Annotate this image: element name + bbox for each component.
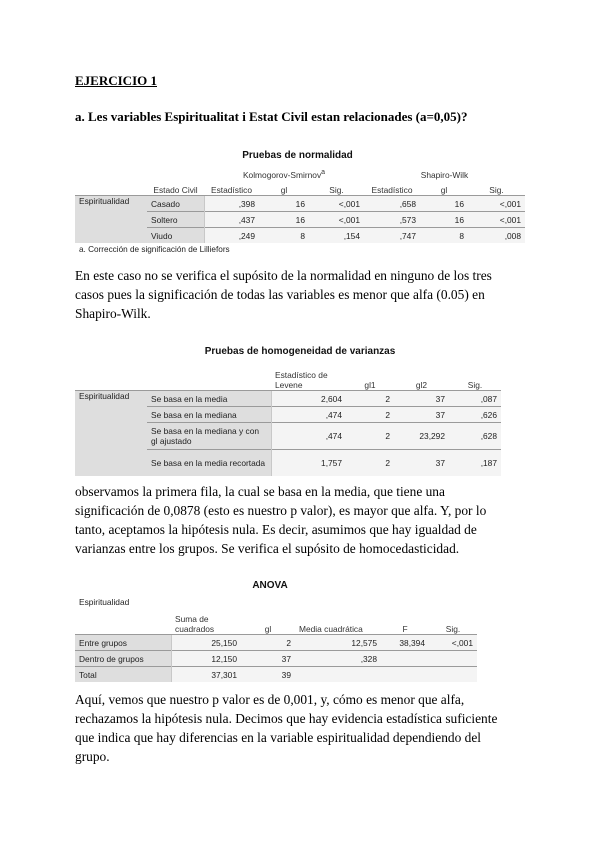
table-row (75, 667, 477, 683)
col-header: Estadístico (211, 185, 252, 195)
cell (429, 667, 477, 683)
row-label: Se basa en la media (147, 391, 271, 407)
paragraph-line: casos pues la significación de todas las variables es menor que alfa (0.05) en (75, 287, 485, 302)
paragraph-line: En este caso no se verifica el supósito de la normalidad en ninguno de los tres (75, 268, 492, 283)
cell: ,474 (271, 423, 346, 450)
cell: 2 (346, 407, 394, 423)
paragraph-line: tanto, aceptamos la hipótesis nula. Es decir, asumimos que hay igualdad de (75, 522, 477, 537)
table-row (75, 635, 477, 651)
paragraph-normality (75, 266, 535, 323)
paragraph-line: varianzas entre los grupos. Se verifica el supósito de homocedasticidad. (75, 541, 460, 556)
paragraph-line: grupo. (75, 749, 110, 764)
col-header: Estadístico (371, 185, 413, 195)
question-text: a. Les variables Espiritualitat i Estat Civil estan relacionades (a=0,05)? (75, 109, 468, 124)
cell: 2 (346, 423, 394, 450)
col-header: gl (440, 185, 448, 195)
anova-title: ANOVA (252, 580, 288, 591)
row-label: Casado (147, 196, 204, 212)
cell: 12,575 (295, 635, 381, 651)
cell: ,187 (449, 450, 501, 477)
cell: <,001 (468, 196, 525, 212)
cell: 37,301 (171, 667, 241, 683)
row-variable-label: Espiritualidad (75, 196, 147, 244)
cell: ,628 (449, 423, 501, 450)
estado-civil-header: Estado Civil (153, 185, 198, 195)
cell: 39 (241, 667, 295, 683)
table-row (75, 651, 477, 667)
cell: 23,292 (394, 423, 449, 450)
row-label: Dentro de grupos (75, 651, 171, 667)
cell: ,437 (204, 212, 259, 228)
col-header: gl2 (415, 380, 428, 390)
row-variable-label: Espiritualidad (75, 391, 147, 477)
paragraph-line: Shapiro-Wilk. (75, 306, 151, 321)
cell: ,008 (468, 228, 525, 244)
cell: 12,150 (171, 651, 241, 667)
cell: 25,150 (171, 635, 241, 651)
col-header: F (402, 624, 408, 634)
row-label: Soltero (147, 212, 204, 228)
cell: 16 (420, 196, 468, 212)
cell: 37 (394, 450, 449, 477)
cell: ,087 (449, 391, 501, 407)
col-header: Sig. (489, 185, 504, 195)
row-label: Se basa en la mediana y con gl ajustado (147, 423, 271, 450)
cell: 16 (420, 212, 468, 228)
cell: 16 (259, 196, 309, 212)
col-header: gl1 (364, 380, 376, 390)
cell: <,001 (309, 212, 364, 228)
anova-variable-label: Espiritualidad (79, 597, 130, 607)
cell (429, 651, 477, 667)
col-header: Estadístico de Levene (275, 370, 328, 390)
cell: ,474 (271, 407, 346, 423)
cell: 37 (394, 407, 449, 423)
paragraph-anova (75, 690, 535, 766)
col-header: Sig. (467, 380, 483, 390)
cell: ,154 (309, 228, 364, 244)
paragraph-line: significación de 0,0878 (esto es nuestro p valor), es mayor que alfa. Y, por lo (75, 503, 487, 518)
anova-table (75, 610, 477, 682)
cell: 16 (259, 212, 309, 228)
cell: 8 (259, 228, 309, 244)
table-row (75, 391, 501, 407)
exercise-heading: EJERCICIO 1 (75, 73, 157, 88)
paragraph-line: rechazamos la hipótesis nula. Decimos que hay evidencia estadística suficiente (75, 711, 498, 726)
cell: 2 (346, 391, 394, 407)
cell: ,249 (204, 228, 259, 244)
cell: 2,604 (271, 391, 346, 407)
col-header: Sig. (329, 185, 344, 195)
paragraph-line: Aquí, vemos que nuestro p valor es de 0,001, y, cómo es menor que alfa, (75, 692, 465, 707)
cell: 38,394 (381, 635, 429, 651)
cell: 37 (241, 651, 295, 667)
cell: ,626 (449, 407, 501, 423)
row-label: Se basa en la media recortada (147, 450, 271, 477)
cell: 1,757 (271, 450, 346, 477)
cell: <,001 (468, 212, 525, 228)
normality-table (75, 165, 525, 243)
levene-table (75, 362, 501, 476)
cell: <,001 (429, 635, 477, 651)
cell: ,328 (295, 651, 381, 667)
cell (381, 667, 429, 683)
row-label: Se basa en la mediana (147, 407, 271, 423)
row-label: Viudo (147, 228, 204, 244)
table-row (75, 196, 525, 212)
row-label: Total (75, 667, 171, 683)
cell: ,658 (364, 196, 420, 212)
row-label: Entre grupos (75, 635, 171, 651)
cell: ,573 (364, 212, 420, 228)
cell: ,747 (364, 228, 420, 244)
cell: ,398 (204, 196, 259, 212)
cell: 2 (241, 635, 295, 651)
cell: 37 (394, 391, 449, 407)
paragraph-levene (75, 482, 535, 558)
sw-group-header: Shapiro-Wilk (420, 170, 469, 180)
col-header: gl (280, 185, 288, 195)
paragraph-line: que indica que hay diferencias en la variable espiritualidad dependiendo del (75, 730, 482, 745)
ks-group-header: Kolmogorov-Smirnov$^a$ (242, 169, 326, 180)
normality-footnote: a. Corrección de significación de Lilliefors (79, 245, 230, 254)
levene-title: Pruebas de homogeneidad de varianzas (204, 346, 396, 357)
cell: 8 (420, 228, 468, 244)
col-header: gl (264, 624, 272, 634)
cell: 2 (346, 450, 394, 477)
cell: <,001 (309, 196, 364, 212)
cell (295, 667, 381, 683)
col-header: Sig. (445, 624, 461, 634)
col-header: Suma de cuadrados (175, 614, 215, 634)
paragraph-line: observamos la primera fila, la cual se basa en la media, que tiene una (75, 484, 445, 499)
normality-title: Pruebas de normalidad (242, 150, 353, 161)
cell (381, 651, 429, 667)
col-header: Media cuadrática (299, 624, 363, 634)
